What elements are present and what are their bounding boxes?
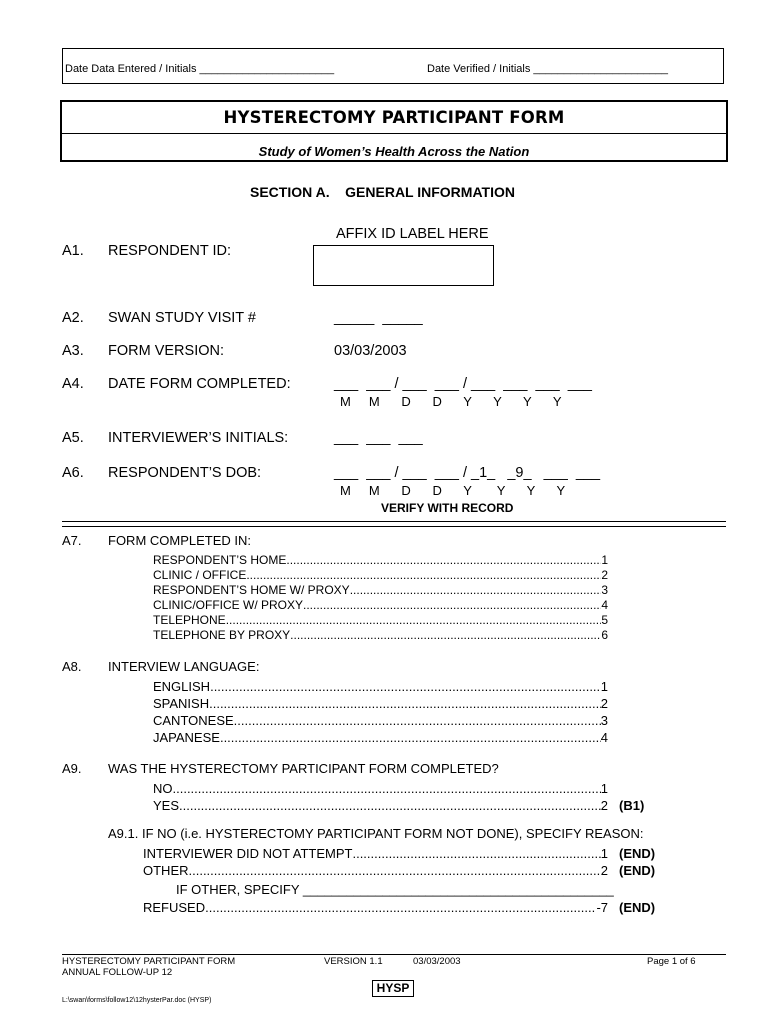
option-telephone[interactable]: TELEPHONE ..... 5 [153,613,608,627]
form-version-label: FORM VERSION: [108,343,225,359]
option-english[interactable]: ENGLISH ..... 1 [153,679,608,694]
interviewer-initials-field[interactable]: ___ ___ ___ [334,430,423,446]
question-number: A3. [62,343,84,359]
form-version-value: 03/03/2003 [334,343,407,359]
form-code-badge: HYSP [372,980,414,997]
date-completed-label: DATE FORM COMPLETED: [108,376,291,392]
affix-label-text: AFFIX ID LABEL HERE [336,226,489,242]
footer-followup: ANNUAL FOLLOW-UP 12 [62,967,173,978]
question-number: A5. [62,430,84,446]
form-subtitle: Study of Women’s Health Across the Nation [258,144,530,159]
section-heading: SECTION A. GENERAL INFORMATION [250,184,515,200]
skip-instruction: (END) [619,863,656,878]
dob-field[interactable]: ___ ___ / ___ ___ / _1_ _9_ ___ ___ [334,465,601,481]
title-box [60,100,728,162]
option-yes[interactable]: YES ..... 2 [153,798,608,813]
option-telephone-proxy[interactable]: TELEPHONE BY PROXY ..... 6 [153,628,608,642]
question-number: A4. [62,376,84,392]
skip-instruction: (B1) [619,798,645,813]
option-home-proxy[interactable]: RESPONDENT’S HOME W/ PROXY ..... 3 [153,583,608,597]
question-number: A2. [62,310,84,326]
interview-language-label: INTERVIEW LANGUAGE: [108,659,260,674]
respondent-id-label: RESPONDENT ID: [108,243,232,259]
option-clinic-office[interactable]: CLINIC / OFFICE ..... 2 [153,568,608,582]
file-path: L:\swan\forms\follow12\12hysterPar.doc (HYSP) [62,997,212,1004]
date-completed-field[interactable]: ___ ___ / ___ ___ / ___ ___ ___ ___ [334,376,592,392]
option-respondents-home[interactable]: RESPONDENT’S HOME ..... 1 [153,553,608,567]
option-clinic-proxy[interactable]: CLINIC/OFFICE W/ PROXY ..... 4 [153,598,608,612]
footer-version: VERSION 1.1 [324,956,383,967]
question-number: A8. [62,659,82,674]
title-divider [62,133,726,134]
verify-note: VERIFY WITH RECORD [381,501,514,515]
footer-rule [62,954,726,955]
interviewer-initials-label: INTERVIEWER’S INITIALS: [108,430,289,446]
skip-instruction: (END) [619,846,656,861]
date-format-hint: M M D D Y Y Y Y [340,394,562,409]
option-other[interactable]: OTHER ..... 2 [143,863,608,878]
form-completed-question: WAS THE HYSTERECTOMY PARTICIPANT FORM COMPLETED? [108,761,499,776]
question-number: A9. [62,761,82,776]
question-number: A6. [62,465,84,481]
visit-field[interactable]: _____ _____ [334,310,423,326]
footer-form-name: HYSTERECTOMY PARTICIPANT FORM [62,956,236,967]
dob-format-hint: M M D D Y Y Y Y [340,483,566,498]
section-divider [62,521,726,527]
form-completed-in-label: FORM COMPLETED IN: [108,533,252,548]
question-number: A7. [62,533,82,548]
option-cantonese[interactable]: CANTONESE ..... 3 [153,713,608,728]
date-entered-field[interactable]: Date Data Entered / Initials ______________________ [65,63,335,75]
skip-instruction: (END) [619,900,656,915]
dob-label: RESPONDENT’S DOB: [108,465,262,481]
option-japanese[interactable]: JAPANESE ..... 4 [153,730,608,745]
other-specify-field[interactable]: IF OTHER, SPECIFY ___________________________________________ [176,882,614,897]
option-refused[interactable]: REFUSED ..... -7 [143,900,608,915]
data-entry-box [62,48,724,84]
date-verified-field[interactable]: Date Verified / Initials ______________________ [427,63,668,75]
option-did-not-attempt[interactable]: INTERVIEWER DID NOT ATTEMPT ..... 1 [143,846,608,861]
respondent-id-box[interactable] [313,245,494,286]
footer-date: 03/03/2003 [413,956,461,967]
visit-label: SWAN STUDY VISIT # [108,310,256,326]
option-no[interactable]: NO ..... 1 [153,781,608,796]
question-number: A1. [62,243,84,259]
form-title: HYSTERECTOMY PARTICIPANT FORM [223,108,565,127]
option-spanish[interactable]: SPANISH ..... 2 [153,696,608,711]
footer-page: Page 1 of 6 [647,956,696,967]
reason-question: A9.1. IF NO (i.e. HYSTERECTOMY PARTICIPANT FORM NOT DONE), SPECIFY REASON: [108,826,644,841]
